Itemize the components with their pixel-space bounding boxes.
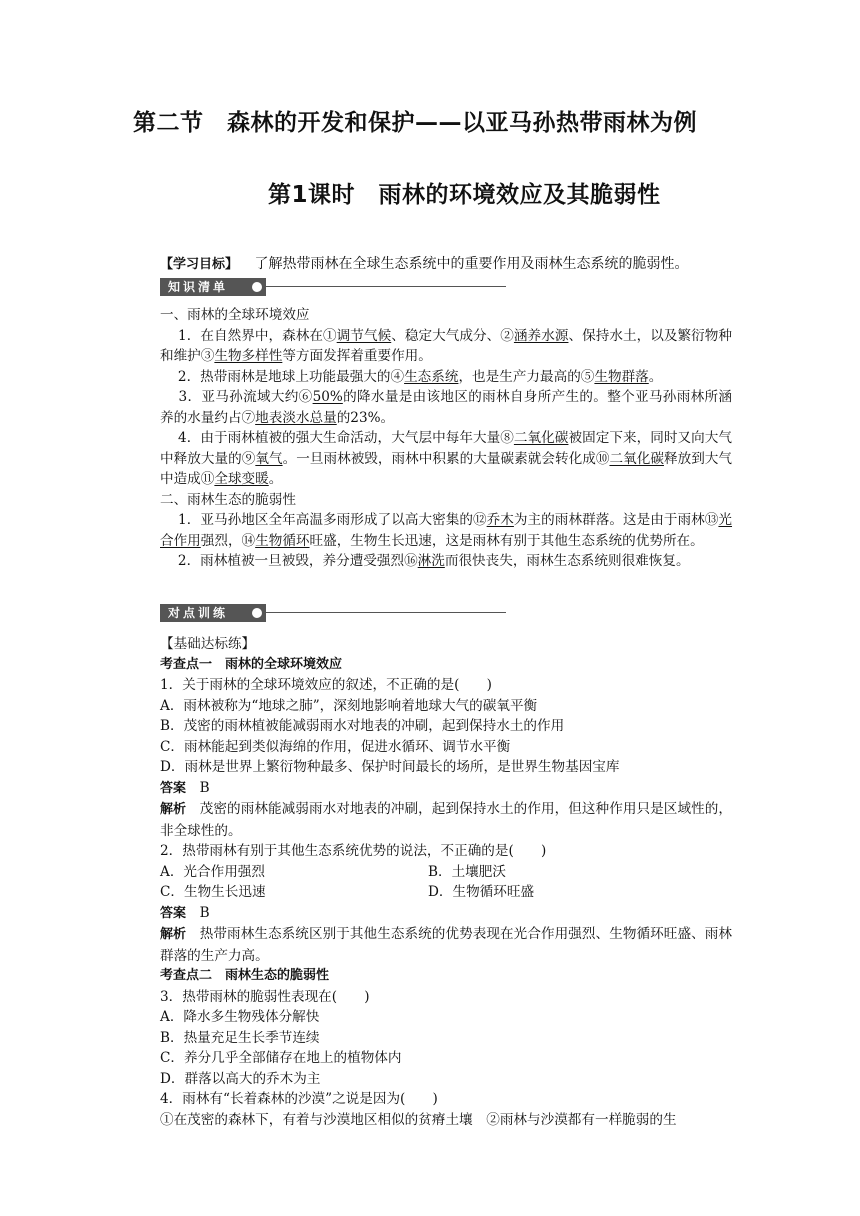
q1-option-c: C．雨林能起到类似海绵的作用，促进水循环、调节水平衡 (160, 738, 511, 755)
learning-goal-label: 【学习目标】 (160, 257, 239, 272)
q2-options-row-1: A．光合作用强烈 B．土壤肥沃 (160, 863, 506, 880)
question-4: 4．雨林有“长着森林的沙漠”之说是因为( ) (160, 1091, 438, 1107)
learning-goal-text: 了解热带雨林在全球生态系统中的重要作用及雨林生态系统的脆弱性。 (254, 256, 689, 272)
q3-option-b: B．热量充足生长季节连续 (160, 1029, 320, 1046)
question-2: 2．热带雨林有别于其他生态系统优势的说法，不正确的是( ) (160, 843, 547, 859)
q2-explanation: 解析 热带雨林生态系统区别于其他生态系统的优势表现在光合作用强烈、生物循环旺盛、雨林群落的生产力高。 (160, 926, 732, 964)
q1-option-b: B．茂密的雨林植被能减弱雨水对地表的冲刷，起到保持水土的作用 (160, 718, 565, 734)
exam-point-2: 考查点二 雨林生态的脆弱性 (160, 968, 330, 983)
knowledge-para-2: 2．热带雨林是地球上功能最强大的④生态系统，也是生产力最高的⑤生物群落。 (177, 368, 663, 385)
question-1: 1．关于雨林的全球环境效应的叙述，不正确的是( ) (160, 677, 492, 693)
q3-option-c: C．养分几乎全部储存在地上的植物体内 (160, 1050, 402, 1066)
practice-section (160, 634, 732, 1130)
banner-rule (266, 286, 506, 287)
q2-options-row-2: C．生物生长迅速 D．生物循环旺盛 (160, 884, 535, 900)
banner-dot-icon (252, 282, 262, 292)
q3-option-d: D．群落以高大的乔木为主 (160, 1070, 321, 1087)
banner-rule (266, 612, 506, 613)
practice-banner (160, 604, 505, 622)
q4-statement-line: ①在茂密的森林下，有着与沙漠地区相似的贫瘠土壤 ②雨林与沙漠都有一样脆弱的生 (160, 1111, 677, 1128)
q2-answer: 答案 B (160, 904, 210, 921)
q3-option-a: A．降水多生物残体分解快 (160, 1009, 320, 1025)
knowledge-para-3: 3．亚马孙流域大约⑥50%的降水量是由该地区的雨林自身所产生的。整个亚马孙雨林所涵养的水量约占⑦地表淡水总量的23%。 (160, 389, 732, 426)
basic-label: 【基础达标练】 (160, 636, 256, 652)
knowledge-para-6: 2．雨林植被一旦被毁，养分遭受强烈⑯淋洗而很快丧失，雨林生态系统则很难恢复。 (177, 553, 690, 569)
knowledge-section (160, 305, 732, 572)
question-3: 3．热带雨林的脆弱性表现在( ) (160, 988, 370, 1005)
knowledge-para-4: 4．由于雨林植被的强大生命活动，大气层中每年大量⑧二氧化碳被固定下来，同时又向大气中释放大量的⑨氧气。一旦雨林被毁，雨林中积累的大量碳素就会转化成⑩二氧化碳释放到大气中造成⑪全球变暖。 (160, 430, 733, 487)
knowledge-banner-label: 知识清单 (160, 278, 266, 296)
practice-banner-label: 对点训练 (160, 604, 266, 622)
knowledge-para-5: 1．亚马孙地区全年高温多雨形成了以高大密集的⑫乔木为主的雨林群落。这是由于雨林⑬光合作用强烈，⑭生物循环旺盛，生物生长迅速，这是雨林有别于其他生态系统的优势所在。 (160, 512, 733, 549)
q1-option-a: A．雨林被称为“地球之肺”，深刻地影响着地球大气的碳氧平衡 (160, 697, 538, 714)
knowledge-banner (160, 278, 505, 296)
section-heading-1: 一、雨林的全球环境效应 (160, 307, 310, 323)
learning-goal (160, 253, 688, 273)
knowledge-para-1: 1．在自然界中，森林在①调节气候、稳定大气成分、②涵养水源、保持水土，以及繁衍物种和维护③生物多样性等方面发挥着重要作用。 (160, 327, 733, 364)
q1-answer: 答案 B (160, 779, 210, 796)
q1-option-d: D．雨林是世界上繁衍物种最多、保护时间最长的场所，是世界生物基因宝库 (160, 759, 620, 775)
banner-dot-icon (252, 608, 262, 618)
q1-explanation: 解析 茂密的雨林能减弱雨水对地表的冲刷，起到保持水土的作用，但这种作用只是区域性的，非全球性的。 (160, 801, 732, 839)
page-title: 第二节 森林的开发和保护——以亚马孙热带雨林为例 (133, 110, 697, 136)
section-heading-2: 二、雨林生态的脆弱性 (160, 491, 296, 508)
lesson-subtitle: 第1课时 雨林的环境效应及其脆弱性 (268, 182, 661, 208)
exam-point-1: 考查点一 雨林的全球环境效应 (160, 656, 343, 672)
